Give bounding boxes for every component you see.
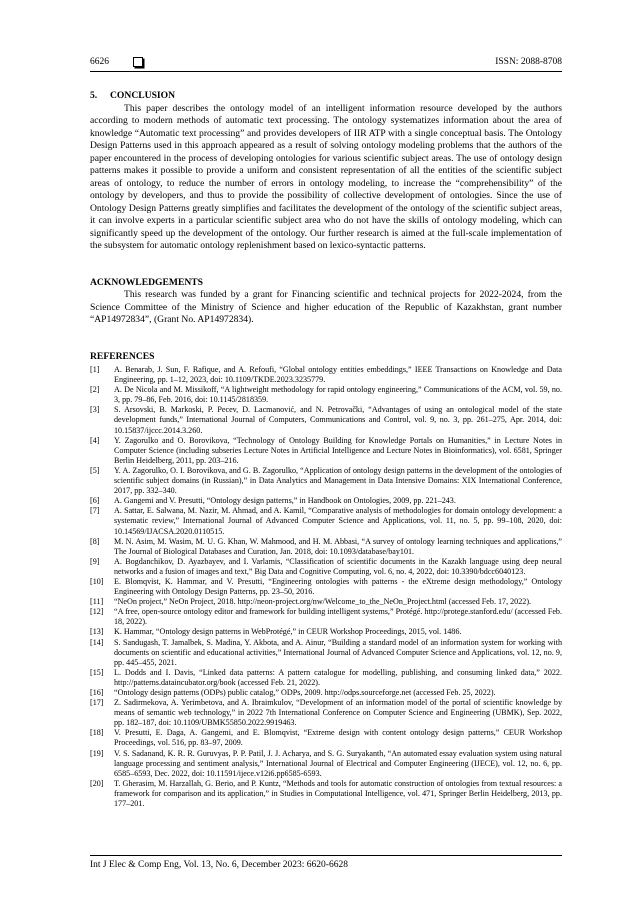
reference-text: V. S. Sadanand, K. R. R. Guruvyas, P. P. Patil, J. J. Acharya, and S. G. Suryakanth, “An automated essay evaluation system using natural language processing and sentiment analysis,” International Journal of Electrical and Computer Engineering (IJECE), vol. 12, no. 6, pp. 6585–6593, Dec. 2022, doi: 10.11591/ijece.v12i6.pp6585-6593. <box>114 748 562 778</box>
reference-number: [1] <box>90 365 100 374</box>
reference-number: [14] <box>90 637 104 647</box>
reference-text: Y. A. Zagorulko, O. I. Borovikova, and G. B. Zagorulko, “Application of ontology design patterns in the development of the ontologies of scientific subject domains (in Russian),” in Data Analytics and Management in Data Intensive Domains: XIX International Conference, 2017, pp. 332–340. <box>114 465 562 496</box>
reference-number: [13] <box>90 627 104 637</box>
reference-text: A. Gangemi and V. Presutti, “Ontology design patterns,” in Handbook on Ontologies, 2009, pp. 221–243. <box>114 496 456 506</box>
reference-item <box>90 466 562 496</box>
reference-number: [5] <box>90 465 100 475</box>
reference-text: A. Benarab, J. Sun, F. Rafique, and A. Refoufi, “Global ontology entities embeddings,” IEEE Transactions on Knowledge and Data Engineering, pp. 1–12, 2023, doi: 10.1109/TKDE.2023.3235779. <box>114 365 562 385</box>
reference-item <box>90 749 562 779</box>
reference-text: “Ontology design patterns (ODPs) public catalog,” ODPs, 2009. http://odps.sourceforge.net (accessed Feb. 25, 2022). <box>114 688 496 697</box>
reference-number: [12] <box>90 607 104 617</box>
reference-text: S. Arsovski, B. Markoski, P. Pecev, D. Lacmanović, and N. Petrovački, “Advantages of using an ontological model of the state development funds,” International Journal of Computers, Communications and Control, vol. 9, no. 3, pp. 261–275, Apr. 2014, doi: 10.15837/ijccc.2014.3.260. <box>114 405 562 435</box>
reference-text: A. Bogdanchikov, D. Ayazbayev, and I. Varlamis, “Classification of scientific documents in the Kazakh language using deep neural networks and a fusion of images and text,” Big Data and Cognitive Computing, vol. 6, no. 4, 2022, doi: 10.3390/bdcc6040123. <box>114 556 562 576</box>
reference-number: [10] <box>90 576 104 586</box>
reference-item <box>90 597 562 607</box>
reference-item <box>90 557 562 577</box>
reference-item <box>90 365 562 385</box>
reference-number: [3] <box>90 405 100 415</box>
reference-number: [17] <box>90 698 104 708</box>
page-number: 6626 <box>90 57 109 67</box>
running-header <box>90 57 562 72</box>
acknowledgements-heading: ACKNOWLEDGEMENTS <box>90 276 204 288</box>
reference-item <box>90 607 562 627</box>
section-title: CONCLUSION <box>110 90 176 101</box>
reference-item <box>90 779 562 809</box>
reference-text: A. Sattar, E. Salwana, M. Nazir, M. Ahmad, and A. Kamil, “Comparative analysis of methodologies for domain ontology development: a systematic review,” International Journal of Advanced Computer Science and Applications, vol. 11, no. 5, pp. 99–108, 2020, doi: 10.14569/IJACSA.2020.0110515. <box>114 506 562 536</box>
reference-text: S. Sandugash, T. Jamalbek, S. Madina, Y. Akbota, and A. Ainur, “Building a standard model of an information system for working with documents on scientific and educational activities,” International Journal of Advanced Computer Science and Applications, vol. 12, no. 9, pp. 445–455, 2021. <box>114 637 562 667</box>
reference-list <box>90 365 562 809</box>
paper-page <box>90 57 562 809</box>
running-footer: Int J Elec & Comp Eng, Vol. 13, No. 6, December 2023: 6620-6628 <box>90 855 562 870</box>
box-icon <box>133 57 143 67</box>
reference-number: [15] <box>90 667 104 677</box>
reference-number: [16] <box>90 688 104 697</box>
references-heading: REFERENCES <box>90 350 155 362</box>
section-number: 5. <box>90 90 98 101</box>
acknowledgements-text: This research was funded by a grant for Financing scientific and technical projects for 2022-2024, from the Science Committee of the Ministry of Science and higher education of the Republic of Kazakhstan, grant number “AP14972834”, (Grant No. AP14972834). <box>90 289 562 325</box>
reference-number: [19] <box>90 748 104 758</box>
reference-item <box>90 728 562 748</box>
reference-text: K. Hammar, “Ontology design patterns in WebProtégé,” in CEUR Workshop Proceedings, 2015, vol. 1486. <box>114 627 462 637</box>
reference-item <box>90 577 562 597</box>
reference-number: [20] <box>90 778 104 788</box>
reference-item <box>90 688 562 698</box>
reference-item <box>90 385 562 405</box>
reference-item <box>90 698 562 728</box>
reference-number: [18] <box>90 728 104 738</box>
reference-item <box>90 496 562 506</box>
reference-number: [4] <box>90 435 100 445</box>
reference-number: [9] <box>90 556 100 566</box>
conclusion-text: This paper describes the ontology model of an intelligent information resource developed by the authors according to modern methods of automatic text processing. The ontology systematizes information about the area of knowledge “Automatic text processing” and provides developers of IIR ATP with a single conceptual basis. The Ontology Design Patterns used in this approach appeared as a result of solving ontology modeling problems that the authors of the paper encountered in the process of developing ontologies for various scientific subject areas. The use of ontology design patterns makes it possible to provide a uniform and consistent representation of all the entities of the scientific subject areas of ontology, to reduce the number of errors in ontology modeling, to increase the “comprehensibility” of the ontology by developers, and thus to provide the possibility of collective development of ontologies. Since the use of Ontology Design Patterns greatly simplifies and facilitates the development of the ontology of the scientific subject areas, it can involve experts in a particular scientific subject area who do not have the skills of ontology modeling, which can significantly speed up the development of the ontology. Our further research is aimed at the full-scale implementation of the subsystem for automatic ontology replenishment based on lexico-syntactic patterns. <box>90 102 562 251</box>
conclusion-heading <box>90 90 562 103</box>
reference-item <box>90 405 562 435</box>
reference-text: E. Blomqvist, K. Hammar, and V. Presutti, “Engineering ontologies with patterns - the eXtreme design methodology,” Ontology Engineering with Ontology Design Patterns, pp. 23–50, 2016. <box>114 576 562 597</box>
reference-text: A. De Nicola and M. Missikoff, “A lightweight methodology for rapid ontology engineering,” Communications of the ACM, vol. 59, no. 3, pp. 79–86, Feb. 2016, doi: 10.1145/2818359. <box>114 385 562 405</box>
reference-number: [6] <box>90 496 100 506</box>
header-left <box>90 57 143 67</box>
reference-text: L. Dodds and I. Davis, “Linked data patterns: A pattern catalogue for modelling, publishing, and consuming linked data,” 2022. http://patterns.dataincubator.org/book (accessed Feb. 21, 2022). <box>114 667 562 687</box>
reference-text: V. Presutti, E. Daga, A. Gangemi, and E. Blomqvist, “Extreme design with content ontology design patterns,” CEUR Workshop Proceedings, vol. 516, pp. 83–97, 2009. <box>114 728 562 748</box>
issn: ISSN: 2088-8708 <box>495 57 562 67</box>
reference-item <box>90 537 562 557</box>
reference-item <box>90 668 562 688</box>
reference-number: [8] <box>90 536 100 546</box>
reference-text: “A free, open-source ontology editor and framework for building intelligent systems,” Protégé. http://protege.stanford.edu/ (accessed Feb. 18, 2022). <box>114 607 562 627</box>
reference-number: [11] <box>90 597 104 607</box>
reference-text: Z. Sadirmekova, A. Yerimbetova, and A. Ibraimkulov, “Development of an information model of the portal of scientific knowledge by means of semantic web technology,” in 2022 7th International Conference on Computer Science and Engineering (UBMK), Sep. 2022, pp. 182–187, doi: 10.1109/UBMK55850.2022.9919463. <box>114 698 562 728</box>
reference-text: T. Gherasim, M. Harzallah, G. Berio, and P. Kuntz, “Methods and tools for automatic construction of ontologies from textual resources: a framework for comparison and its application,” in Studies in Computational Intelligence, vol. 471, Springer Berlin Heidelberg, 2013, pp. 177–201. <box>114 778 562 809</box>
reference-text: “NeOn project,” NeOn Project, 2018. http://neon-project.org/nw/Welcome_to_the_NeOn_Project.html (accessed Feb. 17, 2022). <box>114 597 532 607</box>
reference-number: [2] <box>90 385 100 395</box>
reference-text: M. N. Asim, M. Wasim, M. U. G. Khan, W. Mahmood, and H. M. Abbasi, “A survey of ontology learning techniques and applications,” The Journal of Biological Databases and Curation, Jan. 2018, doi: 10.1093/database/bay101. <box>114 536 562 556</box>
reference-item <box>90 627 562 637</box>
reference-number: [7] <box>90 506 100 516</box>
reference-item <box>90 436 562 466</box>
reference-item <box>90 506 562 536</box>
reference-text: Y. Zagorulko and O. Borovikova, “Technology of Ontology Building for Knowledge Portals on Humanities,” in Lecture Notes in Computer Science (including subseries Lecture Notes in Artificial Intelligence and Lecture Notes in Bioinformatics), vol. 6581, Springer Berlin Heidelberg, 2011, pp. 203–216. <box>114 435 562 465</box>
reference-item <box>90 638 562 668</box>
